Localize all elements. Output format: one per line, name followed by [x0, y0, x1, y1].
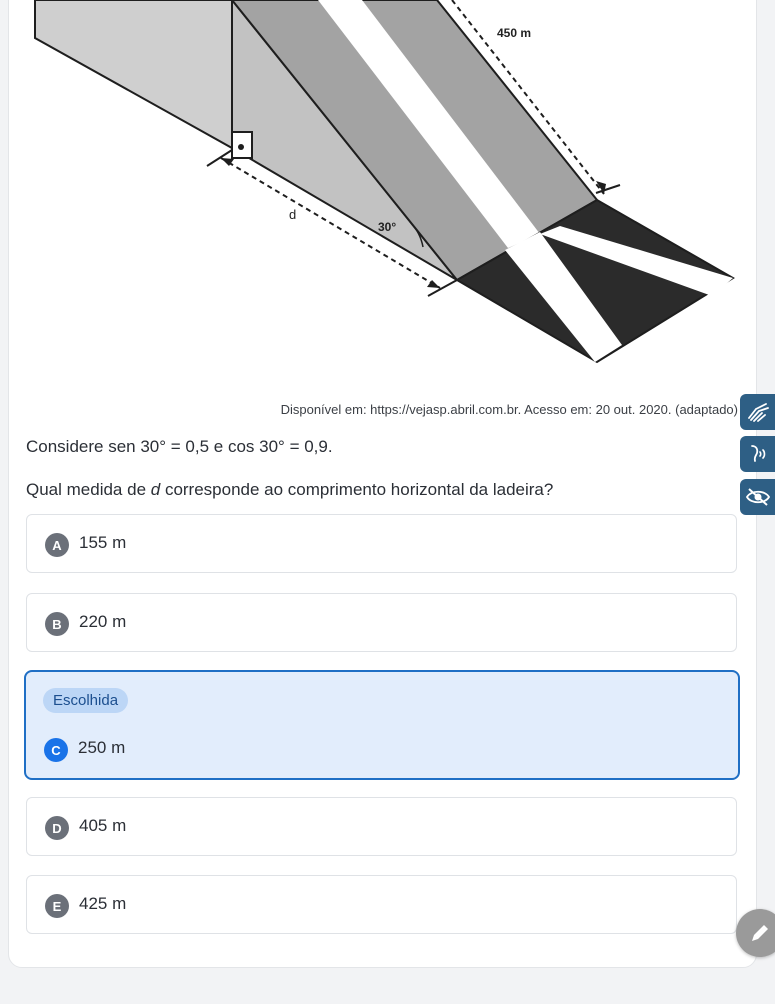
option-letter-badge: C [44, 738, 68, 762]
option-letter-badge: A [45, 533, 69, 557]
option-d[interactable] [26, 797, 737, 856]
option-letter-badge: E [45, 894, 69, 918]
chosen-tag: Escolhida [43, 688, 128, 713]
option-text: 250 m [78, 738, 126, 757]
option-text: 220 m [79, 612, 127, 631]
option-letter-badge: D [45, 816, 69, 840]
prompt-text-before: Qual medida de [26, 480, 151, 499]
option-text: 425 m [79, 894, 127, 913]
pencil-icon [748, 921, 772, 945]
hide-eye-icon [745, 486, 771, 508]
option-text: 405 m [79, 816, 127, 835]
figure-slope-label: 450 m [497, 26, 532, 40]
question-given: Considere sen 30° = 0,5 e cos 30° = 0,9. [26, 437, 333, 456]
option-b[interactable] [26, 593, 737, 652]
prompt-text-after: corresponde ao comprimento horizontal da ladeira? [160, 480, 554, 499]
sign-language-icon [746, 400, 770, 424]
question-prompt [26, 480, 553, 500]
option-text: 155 m [79, 533, 127, 552]
audio-description-button[interactable] [740, 436, 775, 472]
figure-source: Disponível em: https://vejasp.abril.com.br. Acesso em: 20 out. 2020. (adaptado) [280, 402, 738, 417]
prompt-variable: d [150, 480, 161, 499]
option-letter-badge: B [45, 612, 69, 636]
option-c[interactable] [24, 670, 740, 780]
option-a[interactable] [26, 514, 737, 573]
ramp-figure [0, 0, 775, 400]
figure-angle-label: 30° [378, 220, 397, 234]
sign-language-button[interactable] [740, 394, 775, 430]
option-e[interactable] [26, 875, 737, 934]
audio-description-icon [746, 442, 770, 466]
figure-wall [35, 0, 232, 148]
figure-d-label: d [289, 207, 297, 222]
hide-content-button[interactable] [740, 479, 775, 515]
